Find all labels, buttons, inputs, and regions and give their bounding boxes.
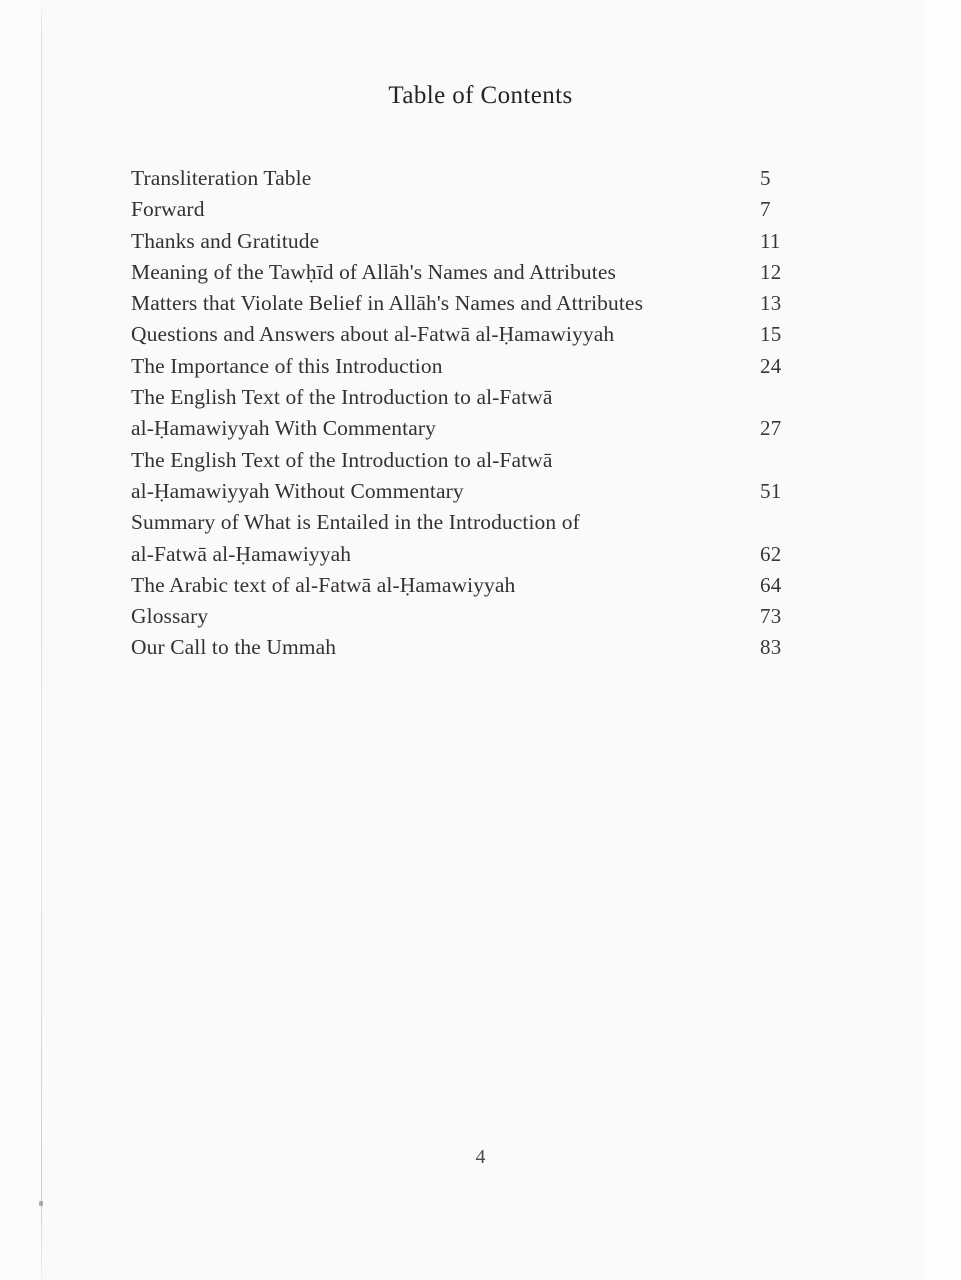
toc-entry[interactable]	[131, 163, 831, 194]
toc-entry[interactable]	[131, 288, 831, 319]
toc-entry[interactable]	[131, 476, 831, 507]
toc-entry-label: Meaning of the Tawḥīd of Allāh's Names and Attributes	[131, 259, 616, 284]
toc-entry[interactable]	[131, 632, 831, 663]
toc-entry-page-number: 27	[760, 416, 782, 441]
toc-entry-label: al-Ḥamawiyyah Without Commentary	[131, 478, 464, 503]
toc-entry-label: Transliteration Table	[131, 166, 312, 190]
toc-entry-page-number: 11	[760, 228, 781, 253]
toc-entry-label: The English Text of the Introduction to al-Fatwā	[131, 447, 553, 472]
toc-entry-page-number: 24	[760, 353, 782, 378]
toc-entry-label: Matters that Violate Belief in Allāh's Names and Attributes	[131, 291, 644, 316]
toc-entry-label: Forward	[131, 197, 205, 222]
toc-entry[interactable]	[131, 445, 831, 476]
toc-entry-label: al-Ḥamawiyyah With Commentary	[131, 416, 436, 441]
toc-entry-label: Our Call to the Ummah	[131, 635, 337, 660]
paper-right-margin-tone	[923, 0, 961, 1280]
toc-entry-page-number: 83	[760, 635, 782, 660]
toc-entry-label: The Importance of this Introduction	[131, 353, 443, 378]
toc-entry[interactable]	[131, 351, 831, 382]
page-folio-number: 4	[475, 1146, 486, 1168]
toc-entry-page-number: 5	[760, 166, 771, 190]
toc-entry-page-number: 64	[760, 572, 782, 597]
table-of-contents-list	[131, 163, 831, 664]
page-gutter-line	[41, 0, 42, 1280]
toc-entry-page-number: 13	[760, 291, 782, 316]
toc-entry-page-number: 62	[760, 541, 782, 566]
toc-entry-page-number: 12	[760, 259, 782, 284]
toc-entry-label: The English Text of the Introduction to al-Fatwā	[131, 385, 553, 410]
toc-entry-label: Questions and Answers about al-Fatwā al-Ḥamawiyyah	[131, 322, 615, 347]
toc-entry-label: Glossary	[131, 604, 209, 629]
page-title: Table of Contents	[388, 82, 573, 109]
toc-entry[interactable]	[131, 194, 831, 225]
toc-entry-page-number: 7	[760, 197, 771, 222]
toc-entry[interactable]	[131, 382, 831, 413]
toc-entry-label: The Arabic text of al-Fatwā al-Ḥamawiyyah	[131, 572, 516, 597]
toc-entry-page-number: 51	[760, 478, 782, 503]
toc-entry[interactable]	[131, 507, 831, 538]
toc-entry-label: al-Fatwā al-Ḥamawiyyah	[131, 541, 352, 566]
toc-entry-page-number: 15	[760, 322, 782, 347]
toc-entry[interactable]	[131, 570, 831, 601]
toc-entry-label: Summary of What is Entailed in the Introduction of	[131, 510, 580, 535]
toc-entry[interactable]	[131, 413, 831, 444]
toc-entry[interactable]	[131, 319, 831, 350]
toc-entry[interactable]	[131, 257, 831, 288]
toc-entry-page-number: 73	[760, 604, 782, 629]
toc-entry-label: Thanks and Gratitude	[131, 228, 320, 253]
toc-entry[interactable]	[131, 539, 831, 570]
toc-entry[interactable]	[131, 226, 831, 257]
paper-left-margin-tone	[0, 0, 41, 1280]
toc-entry[interactable]	[131, 601, 831, 632]
scan-speck	[39, 1201, 43, 1206]
